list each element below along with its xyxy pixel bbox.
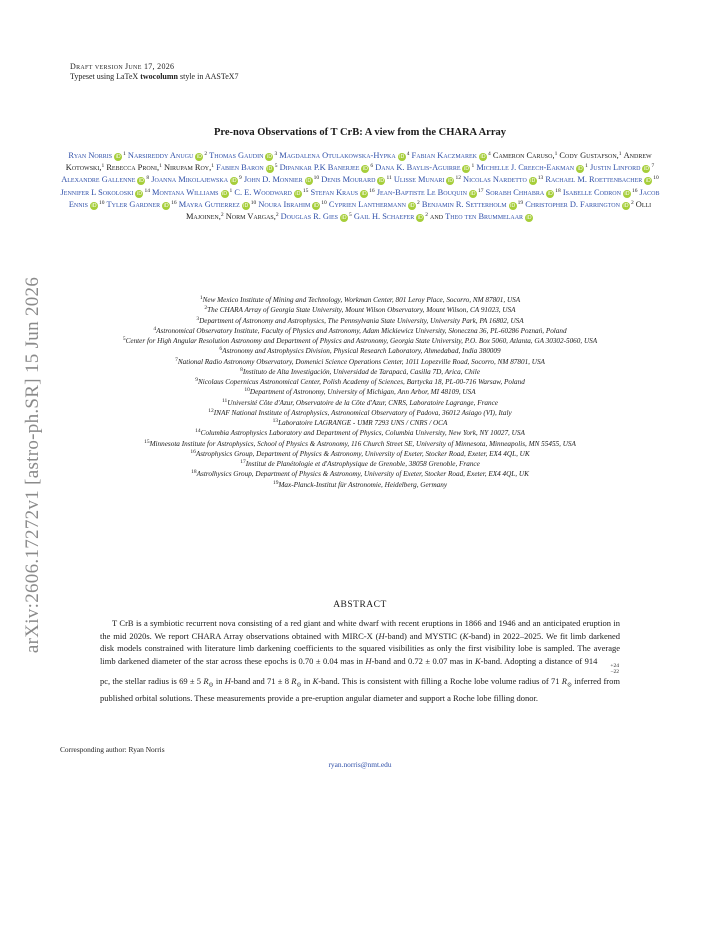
affiliation-number: 12 [208, 407, 214, 414]
abstract-body [100, 617, 620, 705]
affiliation-number: 7 [175, 356, 178, 363]
affiliation-mark: 16 [369, 187, 375, 194]
affiliation-text: INAF National Institute of Astrophysics, Astronomical Observatory of Padova, 36012 Asiago (VI), Italy [213, 408, 512, 417]
abstract-text: in [213, 675, 225, 686]
typeset-suffix: style in AASTeX7 [177, 72, 239, 81]
author-entry [226, 212, 279, 221]
author-entry [412, 151, 491, 160]
author-name[interactable]: Noura Ibrahim [258, 199, 311, 209]
affiliation-mark: 10 [313, 175, 320, 182]
orcid-icon[interactable]: iD [361, 190, 367, 197]
author-entry [151, 175, 242, 184]
affiliation-item [60, 459, 660, 469]
author-entry [61, 188, 150, 197]
affiliation-mark: 18 [555, 187, 561, 194]
affiliation-mark: 9 [239, 175, 242, 182]
affiliation-text: Max-Planck-Institut für Astronomie, Heidelberg, Germany [278, 480, 448, 489]
affiliation-mark: 1 [101, 163, 105, 170]
author-name[interactable]: Cody Gustafson, [559, 151, 619, 160]
author-name[interactable]: Michelle J. Creech-Eakman [476, 163, 575, 173]
author-entry [281, 212, 352, 221]
author-name[interactable]: Douglas R. Gies [280, 212, 338, 222]
affiliation-number: 3 [196, 315, 200, 322]
affiliation-mark: 16 [171, 199, 177, 206]
affiliation-mark: 17 [477, 187, 484, 194]
author-entry [463, 175, 543, 184]
affiliation-mark: 1 [211, 163, 214, 170]
author-list [60, 150, 660, 223]
affiliation-mark: 1 [554, 151, 558, 157]
author-name[interactable]: Gail H. Schaefer [353, 212, 415, 222]
math-h: H [224, 675, 231, 686]
author-name[interactable]: Joanna Mikolajewska [151, 175, 229, 185]
orcid-icon[interactable]: iD [196, 154, 202, 160]
affiliation-number: 2 [204, 305, 208, 312]
affiliation-mark: 2 [204, 151, 208, 157]
orcid-icon[interactable]: iD [313, 202, 319, 209]
orcid-icon[interactable]: iD [91, 202, 97, 209]
affiliation-number: 5 [122, 336, 126, 342]
affiliation-number: 18 [191, 469, 197, 476]
author-name[interactable]: Jacob Ennis [68, 187, 660, 209]
author-entry [559, 151, 621, 160]
author-name[interactable]: Magdalena Otulakowska-Hypka [279, 151, 396, 160]
affiliation-mark: 19 [517, 199, 524, 206]
affiliation-mark: 1 [471, 163, 475, 170]
affiliation-mark: 2 [275, 212, 279, 219]
affiliation-number: 11 [222, 397, 228, 404]
affiliation-text: Institut de Planétologie et d'Astrophysique de Grenoble, 38058 Grenoble, France [245, 460, 480, 468]
author-entry [216, 163, 277, 172]
author-entry [430, 212, 443, 221]
affiliation-mark: 2 [630, 199, 634, 206]
affiliation-text: Instituto de Alta Investigación, Universidad de Tarapacá, Casilla 7D, Arica, Chile [242, 367, 480, 376]
orcid-icon[interactable]: iD [526, 215, 532, 222]
affiliation-number: 16 [190, 448, 196, 455]
author-name[interactable]: Rachael M. Roettenbacher [545, 175, 643, 185]
author-entry [106, 163, 162, 172]
author-entry [321, 175, 392, 184]
affiliation-text: Université Côte d'Azur, Observatoire de la Côte d'Azur, CNRS, Laboratoire Lagrange, France [227, 398, 498, 407]
affiliation-mark: 5 [348, 212, 352, 219]
author-entry [107, 200, 177, 209]
author-entry [493, 151, 557, 160]
affiliation-item [60, 480, 660, 490]
author-entry [164, 163, 214, 172]
orcid-icon[interactable]: iD [378, 178, 385, 185]
affiliation-item [60, 326, 660, 336]
author-entry [354, 212, 428, 221]
affiliation-item [60, 387, 660, 397]
abstract-text: -band. Adopting a distance of 914 [480, 655, 598, 666]
typeset-line [70, 72, 239, 82]
distance-uncertainty [598, 663, 619, 675]
affiliation-number: 4 [153, 325, 157, 332]
author-entry [234, 188, 308, 197]
orcid-icon[interactable]: iD [136, 190, 143, 197]
author-name[interactable]: Tyler Gardner [106, 199, 161, 209]
author-name[interactable]: Dana K. Baylis-Aguirre [375, 163, 461, 173]
orcid-icon[interactable]: iD [480, 154, 486, 160]
author-entry [280, 163, 374, 172]
style-name: twocolumn [140, 72, 178, 81]
sun-symbol: ⊙ [566, 682, 573, 689]
orcid-icon[interactable]: iD [623, 202, 629, 209]
author-name[interactable]: Rebecca Proni, [106, 163, 160, 173]
author-entry [244, 175, 319, 184]
affiliation-mark: 1 [159, 163, 162, 170]
orcid-icon[interactable]: iD [295, 190, 301, 197]
author-entry [279, 151, 409, 160]
orcid-icon[interactable]: iD [267, 166, 273, 173]
author-entry [486, 188, 561, 197]
affiliation-text: National Radio Astronomy Observatory, Domenici Science Operations Center, 1011 Lopezville Road, Socorro, NM 87801, USA [177, 357, 545, 366]
affiliation-item [60, 408, 660, 418]
orcid-icon[interactable]: iD [470, 190, 476, 197]
author-name[interactable]: Montana Williams [152, 187, 219, 197]
author-name[interactable]: Ulisse Munari [393, 175, 445, 185]
orcid-icon[interactable]: iD [362, 166, 369, 173]
author-entry [476, 163, 588, 172]
distance-upper: +24 [610, 662, 619, 669]
affiliation-item [60, 439, 660, 449]
affiliation-mark: 10 [321, 199, 327, 206]
author-name[interactable]: Stefan Kraus [310, 187, 359, 197]
affiliation-mark: 10 [653, 175, 659, 182]
affiliation-item [60, 357, 660, 367]
affiliation-text: Minnesota Institute for Astrophysics, School of Physics & Astronomy, 116 Church Street SE, University of Minnesota, Minneapolis, MN 55455, USA [149, 439, 576, 448]
affiliation-mark: 1 [229, 187, 233, 194]
orcid-icon[interactable]: iD [530, 178, 536, 185]
distance-lower: −22 [610, 668, 619, 675]
author-name[interactable]: Ryan Norris [68, 151, 113, 160]
author-entry [377, 188, 484, 197]
abstract-text: -band) and MYSTIC ( [384, 630, 463, 641]
affiliation-text: Astronomical Observatory Institute, Faculty of Physics and Astronomy, Adam Mickiewicz University, Słoneczna 36, PL-60286 Poznań, Poland [156, 326, 567, 335]
author-name[interactable]: Mayra Gutierrez [178, 199, 240, 209]
author-entry [375, 163, 474, 172]
affiliation-text: Laboratoire LAGRANGE - UMR 7293 UNS / CNRS / OCA [278, 419, 448, 427]
abstract-text: inferred from published orbital solutions. These measurements provide a pre-eruption angular diameter and support a Roche lobe filling donor. [100, 675, 620, 704]
affiliation-mark: 7 [651, 163, 655, 170]
author-name[interactable]: C. E. Woodward [234, 187, 292, 197]
math-r: R [203, 675, 209, 686]
affiliation-item [60, 305, 660, 315]
affiliation-text: Department of Astronomy, University of Michigan, Ann Arbor, MI 48109, USA [249, 388, 476, 397]
math-h: H [378, 630, 385, 641]
affiliation-item [60, 346, 660, 356]
affiliation-number: 15 [144, 438, 150, 445]
affiliation-number: 8 [240, 366, 243, 373]
abstract-text: -band. This is consistent with filling a Roche lobe volume radius of 71 [318, 675, 562, 686]
orcid-icon[interactable]: iD [645, 178, 651, 185]
author-name[interactable]: Cyprien Lanthermann [328, 199, 407, 209]
author-entry [590, 163, 654, 172]
orcid-icon[interactable]: iD [409, 202, 415, 209]
affiliation-mark: 5 [274, 163, 278, 170]
affiliation-mark: 12 [455, 175, 461, 182]
latex-logo: LaTeX [116, 72, 139, 81]
math-k: K [474, 655, 481, 666]
affiliation-item [60, 469, 660, 479]
author-entry [61, 175, 149, 184]
abstract-text: pc, the stellar radius is 69 ± 5 [100, 675, 204, 686]
author-name[interactable]: Jean-Baptiste Le Bouquin [376, 187, 467, 197]
affiliation-mark: 1 [123, 151, 126, 157]
author-entry [394, 175, 461, 184]
affiliation-mark: 10 [250, 199, 257, 206]
orcid-icon[interactable]: iD [463, 166, 470, 173]
author-entry [179, 200, 257, 209]
affiliation-item [60, 377, 660, 387]
affiliation-item [60, 418, 660, 428]
author-entry [563, 188, 638, 197]
typeset-prefix: Typeset using [70, 72, 117, 81]
math-h: H [365, 655, 372, 666]
affiliation-mark: 11 [386, 175, 392, 182]
author-name[interactable]: John D. Monnier [243, 175, 303, 185]
affiliation-mark: 16 [631, 187, 638, 194]
affiliation-mark: 6 [370, 163, 374, 170]
author-entry [329, 200, 420, 209]
affiliation-mark: 15 [302, 187, 309, 194]
math-k: K [462, 630, 469, 641]
author-name[interactable]: Nirupam Roy, [163, 163, 212, 173]
affiliation-mark: 4 [488, 151, 491, 157]
author-name[interactable]: Cameron Caruso, [492, 151, 555, 160]
author-name[interactable]: Thomas Gaudin [209, 151, 264, 160]
orcid-icon[interactable]: iD [266, 154, 273, 160]
affiliation-mark: 8 [146, 175, 150, 182]
affiliation-number: 19 [272, 479, 279, 486]
orcid-icon[interactable]: iD [221, 190, 228, 197]
author-name[interactable]: Isabelle Codron [562, 187, 621, 197]
affiliation-mark: 2 [425, 212, 428, 219]
affiliation-mark: 1 [618, 151, 622, 157]
orcid-icon[interactable]: iD [163, 202, 169, 209]
orcid-icon[interactable]: iD [417, 215, 423, 222]
affiliation-mark: 14 [144, 187, 150, 194]
affiliation-mark: 2 [220, 212, 224, 219]
email-link[interactable]: ryan.norris@nmt.edu [328, 760, 392, 769]
author-entry [310, 188, 374, 197]
arxiv-id: arXiv:2606.17272v1 [astro-ph.SR] 15 Jun 2026 [22, 276, 43, 654]
draft-date: June 17, 2026 [125, 62, 175, 71]
affiliation-item [60, 367, 660, 377]
affiliation-text: Astrolhysics Group, Department of Physics & Astronomy, University of Exeter, Stocker Road, Exeter, EX4 4QL, UK [196, 470, 529, 479]
author-name[interactable]: Olli Majoinen, [185, 199, 652, 222]
affiliation-number: 6 [219, 346, 223, 353]
math-r: R [561, 675, 567, 686]
orcid-icon[interactable]: iD [399, 154, 405, 160]
abstract-text: -band and 0.72 ± 0.07 mas in [371, 655, 475, 666]
affiliation-number: 10 [244, 387, 250, 394]
orcid-icon[interactable]: iD [510, 202, 516, 209]
orcid-icon[interactable]: iD [115, 154, 121, 160]
author-name[interactable]: Nicolas Nardetto [463, 175, 527, 185]
affiliation-text: Nicolaus Copernicus Astronomical Center, Polish Academy of Sciences, Bartycka 18, PL-00-716 Warsaw, Poland [197, 378, 525, 386]
affiliation-item [60, 336, 660, 346]
author-name[interactable]: Fabian Kaczmarek [411, 151, 478, 160]
draft-header [70, 62, 239, 82]
author-entry [209, 151, 277, 160]
author-entry [422, 200, 523, 209]
affiliation-item [60, 295, 660, 305]
orcid-icon[interactable]: iD [231, 178, 237, 185]
abstract-heading: ABSTRACT [333, 600, 387, 610]
affiliation-text: Columbia Astrophysics Laboratory and Department of Physics, Columbia University, New York, NY 10027, USA [200, 429, 525, 438]
sun-symbol: ⊙ [208, 682, 214, 689]
author-name[interactable]: Norm Vargas, [225, 212, 276, 222]
math-k: K [312, 675, 319, 686]
draft-prefix: Draft version [70, 62, 124, 71]
affiliation-mark: 3 [274, 151, 278, 157]
affiliation-item [60, 428, 660, 438]
affiliation-number: 17 [240, 459, 246, 465]
affiliation-text: Department of Astronomy and Astrophysics, The Pennsylvania State University, University Park, PA 16802, USA [199, 316, 524, 325]
author-name[interactable]: Narsireddy Anugu [127, 151, 194, 160]
orcid-icon[interactable]: iD [305, 178, 312, 185]
author-entry [152, 188, 232, 197]
affiliation-text: Astronomy and Astrophysics Division, Physical Research Laboratory, Ahmedabad, India 380009 [222, 347, 501, 356]
author-name[interactable]: Theo ten Brummelaar [445, 212, 524, 222]
abstract-text: -band and 71 ± 8 [230, 675, 292, 686]
author-entry [545, 175, 658, 184]
author-name[interactable]: Benjamin R. Setterholm [421, 199, 507, 209]
draft-version-line [70, 62, 239, 72]
affiliation-number: 9 [195, 377, 198, 383]
affiliation-item [60, 398, 660, 408]
affiliation-list [60, 295, 660, 490]
author-name[interactable]: Alexandre Gallenne [61, 175, 136, 185]
affiliation-mark: 2 [417, 199, 420, 206]
paper-title: Pre-nova Observations of T CrB: A view from the CHARA Array [213, 127, 507, 138]
author-entry [68, 151, 125, 160]
affiliation-mark: 1 [585, 163, 588, 170]
abstract-text: T CrB is a symbiotic recurrent nova consisting of a red giant and white dwarf with recent eruptions in 1866 and 1946 and an anticipated eruption in the mid 2020s. We report CHARA Array observations obtained with MIRC-X ( [100, 618, 620, 641]
author-conjunction: and [430, 212, 444, 222]
orcid-icon[interactable]: iD [243, 202, 249, 209]
affiliation-mark: 13 [537, 175, 544, 182]
author-name[interactable]: Fabien Baron [216, 163, 264, 173]
author-name[interactable]: Sorabh Chhabra [485, 187, 545, 197]
orcid-icon[interactable]: iD [447, 178, 454, 185]
author-name[interactable]: Jennifer L Sokoloski [60, 187, 134, 197]
author-name[interactable]: Christopher D. Farrington [525, 199, 620, 209]
affiliation-text: Center for High Angular Resolution Astronomy and Department of Physics and Astronomy, Georgia State University, P.O. Box 5060, Atlanta, GA 30302-5060, USA [125, 337, 598, 345]
affiliation-number: 14 [195, 428, 201, 435]
orcid-icon[interactable]: iD [341, 215, 347, 222]
affiliation-number: 1 [199, 295, 203, 301]
affiliation-text: Astrophysics Group, Department of Physics & Astronomy, University of Exeter, Stocker Road, Exeter, EX4 4QL, UK [195, 449, 530, 458]
author-name[interactable]: Justin Linford [589, 163, 641, 173]
corresponding-author: Corresponding author: Ryan Norris [60, 745, 165, 754]
abstract-text: -band) in 2022–2025. We fit limb darkened disk models constrained with literature limb darkening coefficients to the squared visibilities as only the first visibility lobe is sampled. The average limb darkened diameter of the star across these epochs is 0.70 ± 0.04 mas in [100, 630, 621, 666]
author-entry [128, 151, 207, 160]
orcid-icon[interactable]: iD [138, 178, 145, 185]
author-name[interactable]: Dipankar P.K Banerjee [279, 163, 360, 173]
sun-symbol: ⊙ [296, 682, 302, 689]
affiliation-mark: 4 [406, 151, 410, 157]
affiliation-item [60, 449, 660, 459]
author-name[interactable]: Andrew Kotowski, [65, 151, 652, 173]
affiliation-mark: 10 [98, 199, 105, 206]
arxiv-watermark [12, 250, 54, 680]
author-entry [258, 200, 326, 209]
author-name[interactable]: Denis Mourard [321, 175, 376, 185]
orcid-icon[interactable]: iD [643, 166, 650, 173]
affiliation-text: The CHARA Array of Georgia State University, Mount Wilson Observatory, Mount Wilson, CA 91023, USA [207, 306, 516, 315]
author-entry [445, 212, 534, 221]
affiliation-item [60, 316, 660, 326]
orcid-icon[interactable]: iD [547, 190, 553, 197]
abstract-text: in [301, 675, 313, 686]
affiliation-text: New Mexico Institute of Mining and Technology, Workman Center, 801 Leroy Place, Socorro, NM 87801, USA [202, 296, 521, 304]
author-entry [525, 200, 633, 209]
orcid-icon[interactable]: iD [577, 166, 583, 173]
affiliation-number: 13 [272, 418, 279, 424]
math-r: R [291, 675, 297, 686]
orcid-icon[interactable]: iD [624, 190, 630, 197]
